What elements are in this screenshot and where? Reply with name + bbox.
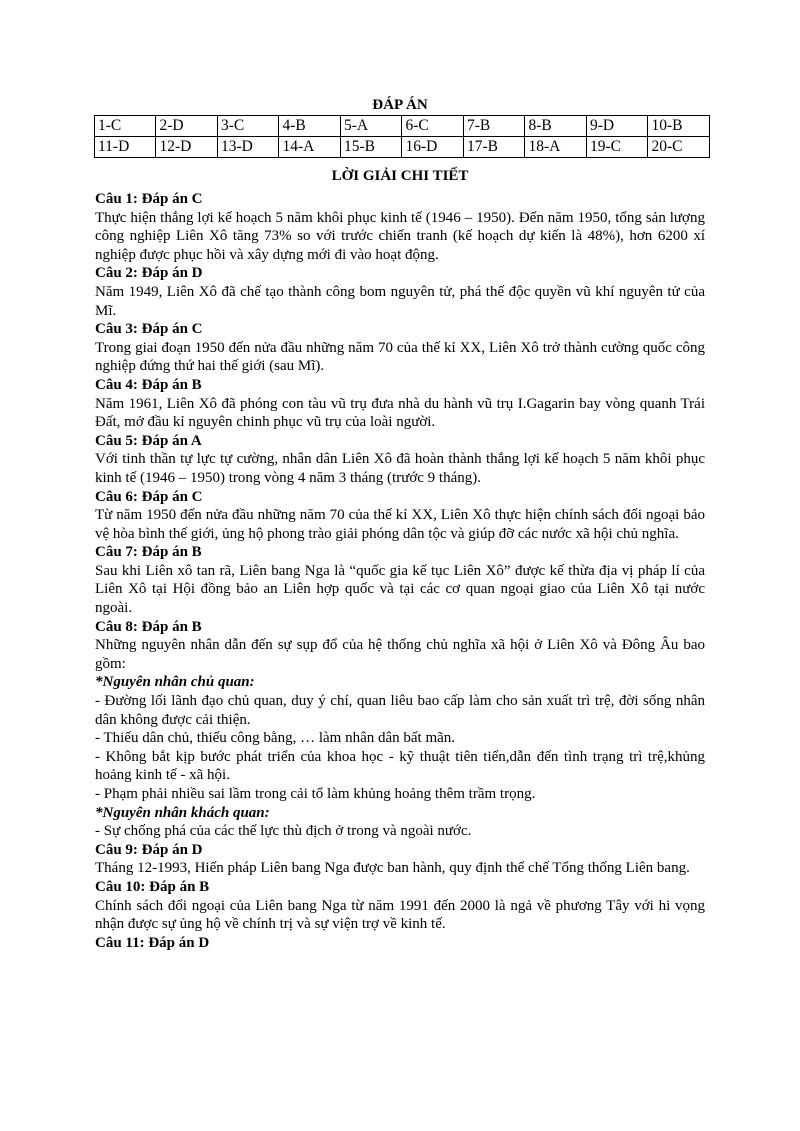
answer-row: [95, 116, 710, 137]
cause-subheading: *Nguyên nhân khách quan:: [95, 804, 270, 821]
document-page: [95, 96, 705, 952]
explanation-paragraph: - Sự chống phá của các thế lực thù địch ở trong và ngoài nước.: [95, 823, 472, 840]
answer-cell: 17-B: [463, 137, 525, 158]
question-heading: Câu 11: Đáp án D: [95, 934, 210, 951]
answer-cell: 19-C: [586, 137, 648, 158]
answer-cell: 4-B: [279, 116, 341, 137]
question-heading: Câu 7: Đáp án B: [95, 544, 202, 561]
explanation-paragraph: - Đường lối lãnh đạo chủ quan, duy ý chí, quan liêu bao cấp làm cho sản xuất trì trệ, đời sống nhân dân không được cải thiện.: [95, 693, 705, 728]
answer-cell: 3-C: [217, 116, 279, 137]
answer-cell: 5-A: [340, 116, 402, 137]
answer-cell: 8-B: [525, 116, 587, 137]
explanation-paragraph: Những nguyên nhân dẫn đến sự sụp đổ của hệ thống chủ nghĩa xã hội ở Liên Xô và Đông Âu bao gồm:: [95, 637, 705, 672]
question-heading: Câu 1: Đáp án C: [95, 191, 203, 207]
answer-cell: 16-D: [402, 137, 464, 158]
answer-cell: 1-C: [95, 116, 156, 137]
answer-key-title: ĐÁP ÁN: [372, 97, 428, 113]
answer-row: [95, 137, 710, 158]
solution-heading: LỜI GIẢI CHI TIẾT: [331, 168, 469, 184]
answer-cell: 20-C: [648, 137, 710, 158]
question-heading: Câu 2: Đáp án D: [95, 265, 203, 282]
explanation-paragraph: - Phạm phải nhiều sai lầm trong cải tổ làm khủng hoảng thêm trầm trọng.: [95, 786, 536, 802]
answer-cell: 2-D: [156, 116, 218, 137]
explanation-paragraph: Với tinh thần tự lực tự cường, nhân dân Liên Xô đã hoàn thành thắng lợi kế hoạch 5 năm khôi phục kinh tế (1946 – 1950) trong vòng 4 năm 3 tháng (trước 9 tháng).: [95, 451, 705, 486]
explanation-paragraph: Thực hiện thắng lợi kế hoạch 5 năm khôi phục kinh tế (1946 – 1950). Đến năm 1950, tổng sản lượng công nghiệp Liên Xô tăng 73% so với trước chiến tranh (kế hoạch dự kiến là 48%), hơn 6200 xí nghiệp được phục hồi và xây dựng mới đi vào hoạt động.: [95, 209, 705, 263]
question-heading: Câu 5: Đáp án A: [95, 432, 202, 449]
answer-cell: 18-A: [525, 137, 587, 158]
explanation-paragraph: Từ năm 1950 đến nửa đầu những năm 70 của thế kỉ XX, Liên Xô thực hiện chính sách đối ngoại bảo vệ hòa bình thế giới, ủng hộ phong trào giải phóng dân tộc và giúp đỡ các nước xã hội chủ nghĩa.: [95, 507, 705, 542]
question-heading: Câu 6: Đáp án C: [95, 488, 203, 505]
question-heading: Câu 10: Đáp án B: [95, 878, 210, 895]
answer-table: [94, 115, 710, 158]
explanation-paragraph: - Không bắt kịp bước phát triển của khoa học - kỹ thuật tiên tiến,dẫn đến tình trạng trì trệ,khủng hoảng kinh tế - xã hội.: [95, 748, 705, 784]
answer-cell: 13-D: [217, 137, 279, 158]
question-heading: Câu 9: Đáp án D: [95, 841, 203, 858]
explanation-paragraph: - Thiếu dân chủ, thiếu công bằng, … làm nhân dân bất mãn.: [95, 730, 456, 747]
explanation-paragraph: Năm 1949, Liên Xô đã chế tạo thành công bom nguyên tử, phá thế độc quyền vũ khí nguyên tử của Mĩ.: [95, 283, 705, 319]
question-heading: Câu 8: Đáp án B: [95, 618, 202, 635]
explanation-paragraph: Chính sách đối ngoại của Liên bang Nga từ năm 1991 đến 2000 là ngả về phương Tây với hi vọng nhận được sự ủng hộ về chính trị và sự viện trợ về kinh tế.: [95, 897, 705, 933]
explanation-paragraph: Trong giai đoạn 1950 đến nửa đầu những năm 70 của thế kỉ XX, Liên Xô trở thành cường quốc công nghiệp đứng thứ hai thế giới (sau Mĩ).: [95, 339, 705, 375]
answer-cell: 12-D: [156, 137, 218, 158]
cause-subheading: *Nguyên nhân chủ quan:: [95, 674, 255, 691]
answer-cell: 15-B: [340, 137, 402, 158]
answer-cell: 14-A: [279, 137, 341, 158]
answer-cell: 9-D: [586, 116, 648, 137]
explanation-paragraph: Sau khi Liên xô tan rã, Liên bang Nga là “quốc gia kế tục Liên Xô” được kế thừa địa vị pháp lí của Liên Xô tại Hội đồng bảo an Liên hợp quốc và tại các cơ quan ngoại giao của Liên Xô tại nước ngoài.: [95, 562, 705, 617]
answer-cell: 10-B: [648, 116, 710, 137]
answer-cell: 7-B: [463, 116, 525, 137]
answer-cell: 11-D: [95, 137, 156, 158]
explanation-paragraph: Tháng 12-1993, Hiến pháp Liên bang Nga được ban hành, quy định thể chế Tổng thống Liên bang.: [95, 860, 690, 877]
question-heading: Câu 3: Đáp án C: [95, 321, 203, 338]
solution-body: [95, 190, 705, 952]
question-heading: Câu 4: Đáp án B: [95, 376, 202, 393]
answer-cell: 6-C: [402, 116, 464, 137]
explanation-paragraph: Năm 1961, Liên Xô đã phóng con tàu vũ trụ đưa nhà du hành vũ trụ I.Gagarin bay vòng quanh Trái Đất, mở đầu kỉ nguyên chinh phục vũ trụ của loài người.: [95, 395, 705, 431]
